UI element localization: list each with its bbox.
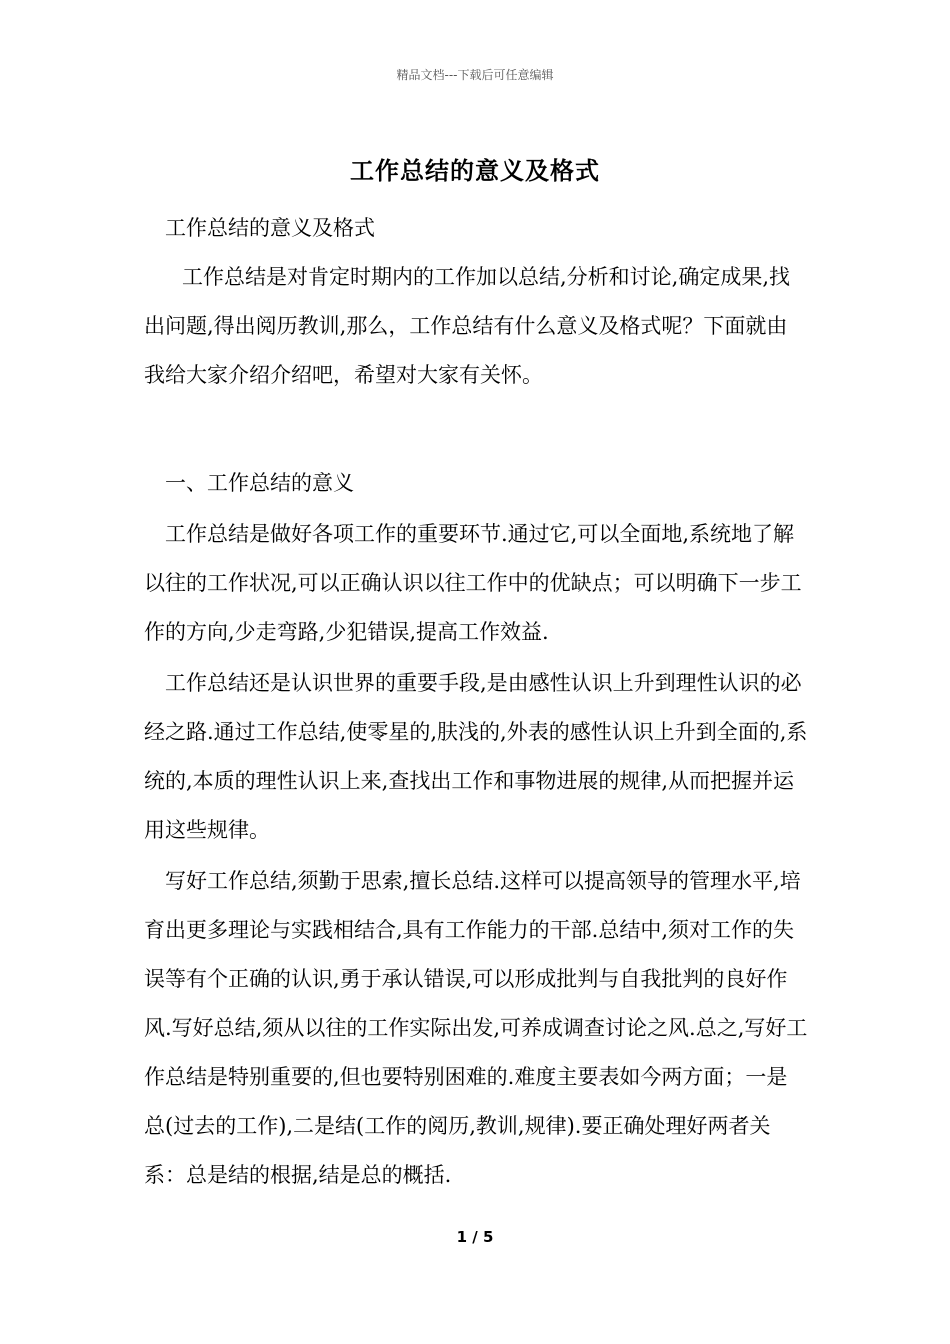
body-paragraph: 工作总结是做好各项工作的重要环节.通过它,可以全面地,系统地了解以往的工作状况,可以正确认识以往工作中的优缺点；可以明确下一步工作的方向,少走弯路,少犯错误,提高工作效益. bbox=[144, 522, 802, 644]
document-title: 工作总结的意义及格式 bbox=[350, 156, 600, 185]
body-paragraph: 写好工作总结,须勤于思索,擅长总结.这样可以提高领导的管理水平,培育出更多理论与实践相结合,具有工作能力的干部.总结中,须对工作的失误等有个正确的认识,勇于承认错误,可以形成批判与自我批判的良好作风.写好总结,须从以往的工作实际出发,可养成调查讨论之风.总之,写好工作总结是特别重要的,但也要特别困难的.难度主要表如今两方面；一是总(过去的工作),二是结(工作的阅历,教训,规律).要正确处理好两者关系：总是结的根据,结是总的概括. bbox=[144, 869, 808, 1187]
subtitle-paragraph: 工作总结的意义及格式 bbox=[165, 216, 375, 240]
document-body bbox=[144, 204, 808, 1200]
section-heading: 一、工作总结的意义 bbox=[165, 471, 354, 495]
page-number: 1 / 5 bbox=[456, 1228, 494, 1246]
intro-paragraph: 工作总结是对肯定时期内的工作加以总结,分析和讨论,确定成果,找出问题,得出阅历教训,那么，工作总结有什么意义及格式呢？下面就由我给大家介绍介绍吧，希望对大家有关怀。 bbox=[144, 265, 791, 387]
body-paragraph: 工作总结还是认识世界的重要手段,是由感性认识上升到理性认识的必经之路.通过工作总结,使零星的,肤浅的,外表的感性认识上升到全面的,系统的,本质的理性认识上来,查找出工作和事物进展的规律,从而把握并运用这些规律。 bbox=[144, 671, 808, 842]
page-header: 精品文档---下载后可任意编辑 bbox=[396, 68, 554, 82]
blank-line bbox=[144, 400, 808, 459]
